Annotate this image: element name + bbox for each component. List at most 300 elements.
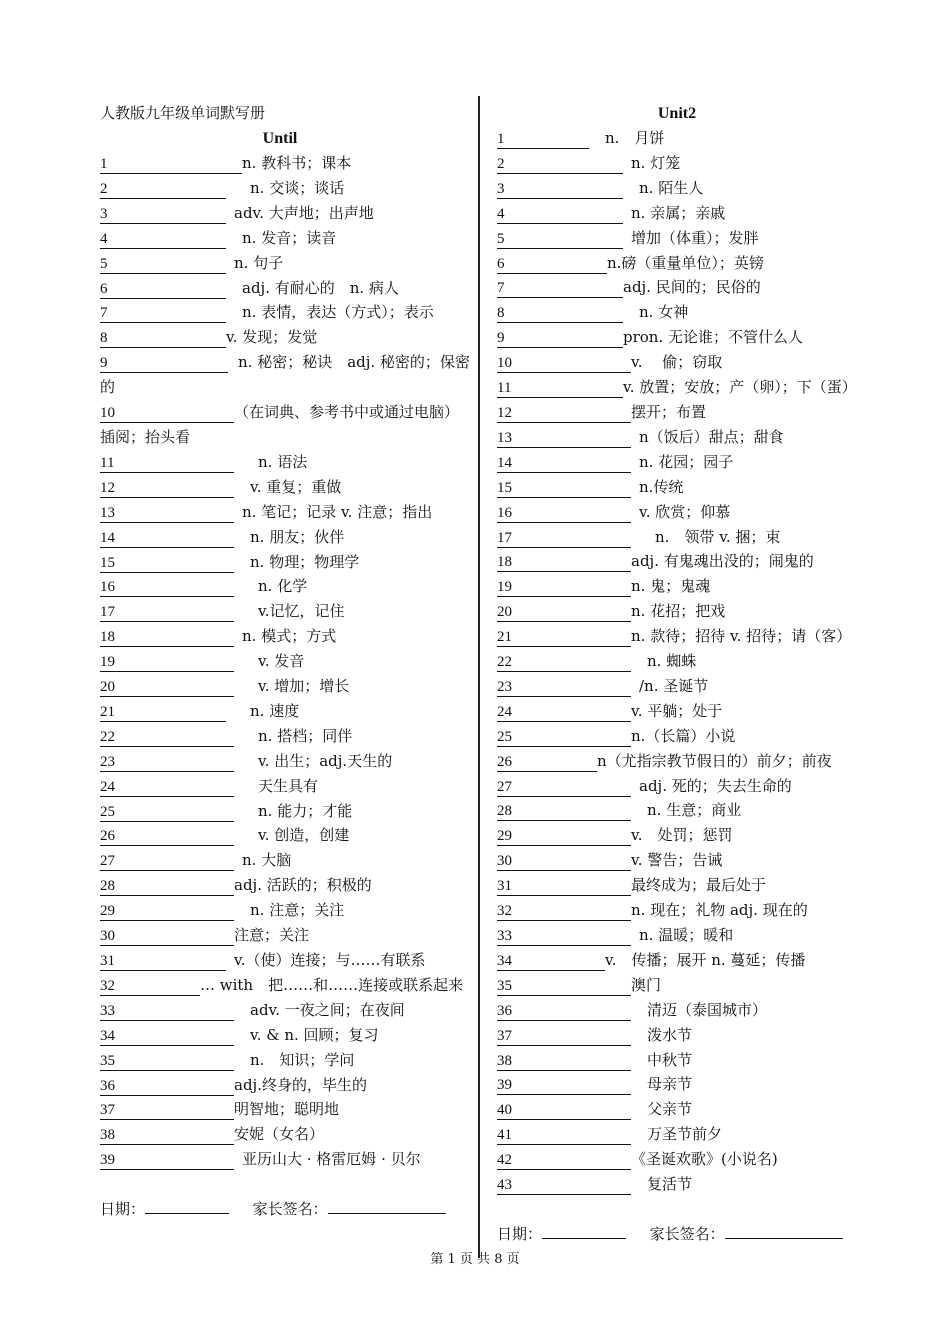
entry-meaning: （在词典、参考书中或通过电脑）插阅；抬头看 bbox=[100, 403, 460, 446]
entry-number: 26 bbox=[497, 753, 512, 770]
answer-blank[interactable] bbox=[497, 1076, 631, 1095]
answer-blank[interactable] bbox=[497, 304, 623, 323]
entry-meaning: n. 蜘蛛 bbox=[647, 652, 697, 671]
entry-number: 25 bbox=[100, 803, 115, 820]
answer-blank[interactable] bbox=[497, 230, 623, 249]
answer-blank[interactable] bbox=[100, 628, 234, 647]
entry-meaning: v. 偷；窃取 bbox=[631, 353, 723, 372]
vocab-entry bbox=[100, 350, 470, 400]
entry-number: 3 bbox=[100, 205, 108, 222]
page-number: 第 1 页 共 8 页 bbox=[430, 1252, 520, 1267]
answer-blank[interactable] bbox=[497, 205, 623, 224]
answer-blank[interactable] bbox=[100, 155, 242, 174]
entry-number: 6 bbox=[100, 280, 108, 297]
vocab-entry bbox=[497, 325, 877, 350]
answer-blank[interactable] bbox=[497, 180, 623, 199]
answer-blank[interactable] bbox=[497, 404, 631, 423]
answer-blank[interactable] bbox=[100, 578, 234, 597]
entry-number: 3 bbox=[497, 180, 505, 197]
answer-blank[interactable] bbox=[497, 827, 631, 846]
answer-blank[interactable] bbox=[100, 404, 234, 423]
date-label: 日期： bbox=[497, 1225, 543, 1243]
answer-blank[interactable] bbox=[497, 902, 631, 921]
entry-number: 9 bbox=[100, 355, 108, 372]
vocab-entry bbox=[100, 325, 470, 350]
entry-meaning: n.磅（重量单位）；英镑 bbox=[607, 253, 764, 272]
entry-number: 29 bbox=[100, 903, 115, 920]
entry-meaning: 天生具有 bbox=[258, 776, 319, 795]
entry-meaning: v.（使）连接；与……有联系 bbox=[234, 951, 426, 969]
entry-meaning: n（饭后）甜点；甜食 bbox=[639, 427, 784, 446]
entry-meaning: 《圣诞欢歌》(小说名) bbox=[631, 1150, 778, 1169]
entry-number: 14 bbox=[100, 529, 115, 546]
entry-number: 2 bbox=[100, 180, 108, 197]
vocab-entry bbox=[100, 201, 470, 226]
answer-blank[interactable] bbox=[100, 255, 226, 274]
vocab-entry bbox=[497, 126, 877, 151]
vocab-entry bbox=[497, 400, 877, 425]
answer-blank[interactable] bbox=[497, 255, 607, 274]
entry-number: 7 bbox=[497, 280, 505, 297]
vocab-entry bbox=[497, 1147, 877, 1172]
entry-number: 4 bbox=[497, 205, 505, 222]
entry-meaning: n. 能力；才能 bbox=[258, 801, 353, 820]
answer-blank[interactable] bbox=[100, 753, 234, 772]
entry-number: 38 bbox=[497, 1052, 512, 1069]
answer-blank[interactable] bbox=[497, 130, 589, 149]
entry-number: 41 bbox=[497, 1127, 512, 1144]
entry-number: 10 bbox=[100, 405, 115, 422]
entry-number: 16 bbox=[497, 504, 512, 521]
entry-number: 19 bbox=[100, 654, 115, 671]
entry-number: 36 bbox=[497, 1002, 512, 1019]
vocab-entry bbox=[497, 898, 877, 923]
answer-blank[interactable] bbox=[100, 1151, 234, 1170]
entry-number: 1 bbox=[100, 156, 108, 172]
entry-meaning: 清迈（泰国城市） bbox=[647, 1000, 768, 1019]
answer-blank[interactable] bbox=[497, 279, 623, 298]
entry-number: 28 bbox=[497, 803, 512, 820]
page-title: 人教版九年级单词默写册 bbox=[100, 104, 266, 122]
entry-meaning: n. 教科书；课本 bbox=[242, 154, 352, 172]
vocab-entry bbox=[100, 774, 470, 799]
entry-number: 27 bbox=[100, 853, 115, 870]
vocab-entry bbox=[497, 574, 877, 599]
vocab-entry bbox=[100, 1147, 470, 1172]
vocab-entry bbox=[100, 251, 470, 276]
answer-blank[interactable] bbox=[100, 304, 226, 323]
entry-meaning: n. 化学 bbox=[258, 577, 308, 596]
entry-number: 31 bbox=[497, 878, 512, 895]
entry-number: 8 bbox=[497, 305, 505, 322]
vocab-entry bbox=[100, 724, 470, 749]
entry-meaning: v. 欣赏；仰慕 bbox=[639, 502, 731, 521]
entry-number: 40 bbox=[497, 1102, 512, 1119]
answer-blank[interactable] bbox=[497, 1052, 631, 1071]
entry-number: 15 bbox=[497, 479, 512, 496]
vocab-entry bbox=[100, 550, 470, 575]
vocab-entry bbox=[497, 973, 877, 998]
entry-number: 34 bbox=[100, 1027, 115, 1044]
entry-number: 12 bbox=[100, 479, 115, 496]
vocab-entry bbox=[497, 998, 877, 1023]
vocab-entry bbox=[497, 350, 877, 375]
vocab-entry bbox=[497, 201, 877, 226]
entry-meaning: 母亲节 bbox=[647, 1075, 693, 1094]
entry-meaning: n. 知识；学问 bbox=[250, 1050, 355, 1069]
entry-meaning: adj. 民间的；民俗的 bbox=[623, 278, 761, 297]
answer-blank[interactable] bbox=[100, 803, 234, 822]
entry-number: 10 bbox=[497, 355, 512, 372]
answer-blank[interactable] bbox=[497, 1176, 631, 1195]
entry-number: 22 bbox=[497, 654, 512, 671]
vocab-entry bbox=[497, 275, 877, 300]
entry-meaning: 中秋节 bbox=[647, 1050, 693, 1069]
entry-meaning: … with 把……和……连接或联系起来 bbox=[200, 975, 464, 994]
answer-blank[interactable] bbox=[497, 1027, 631, 1046]
right-entry-list bbox=[497, 126, 877, 1197]
vocab-entry bbox=[100, 848, 470, 873]
vocab-entry bbox=[497, 749, 877, 774]
answer-blank[interactable] bbox=[100, 329, 226, 348]
answer-blank[interactable] bbox=[497, 454, 631, 473]
vocab-entry bbox=[497, 525, 877, 550]
vocab-entry bbox=[497, 923, 877, 948]
entry-meaning: n. 灯笼 bbox=[631, 153, 681, 172]
vocab-entry bbox=[100, 898, 470, 923]
vocab-entry bbox=[497, 1172, 877, 1197]
answer-blank[interactable] bbox=[100, 1077, 234, 1096]
answer-blank[interactable] bbox=[497, 1002, 631, 1021]
answer-blank[interactable] bbox=[100, 977, 200, 996]
answer-blank[interactable] bbox=[497, 802, 631, 821]
entry-meaning: pron. 无论谁；不管什么人 bbox=[623, 328, 804, 347]
entry-number: 37 bbox=[497, 1027, 512, 1044]
entry-meaning: v. 平躺；处于 bbox=[631, 701, 723, 720]
entry-meaning: 万圣节前夕 bbox=[647, 1125, 723, 1144]
vocab-entry bbox=[497, 848, 877, 873]
answer-blank[interactable] bbox=[497, 728, 631, 747]
vocab-entry bbox=[497, 475, 877, 500]
entry-number: 5 bbox=[100, 255, 108, 272]
right-signature-row bbox=[497, 1223, 843, 1244]
entry-meaning: v. 警告；告诫 bbox=[631, 851, 723, 870]
vocab-entry bbox=[497, 699, 877, 724]
answer-blank[interactable] bbox=[497, 329, 623, 348]
entry-meaning: n. 搭档；同伴 bbox=[258, 726, 353, 745]
entry-number: 6 bbox=[497, 255, 505, 272]
answer-blank[interactable] bbox=[100, 230, 226, 249]
entry-number: 28 bbox=[100, 878, 115, 895]
entry-meaning: n. 领带 v. 捆；束 bbox=[655, 527, 781, 546]
answer-blank[interactable] bbox=[100, 728, 234, 747]
entry-meaning: adj. 有耐心的 n. 病人 bbox=[242, 278, 399, 297]
left-entry-list bbox=[100, 151, 470, 1172]
answer-blank[interactable] bbox=[100, 852, 234, 871]
answer-blank[interactable] bbox=[100, 952, 226, 971]
vocab-entry bbox=[497, 798, 877, 823]
answer-blank[interactable] bbox=[100, 554, 234, 573]
answer-blank[interactable] bbox=[497, 504, 631, 523]
entry-number: 25 bbox=[497, 728, 512, 745]
vocab-entry bbox=[100, 176, 470, 201]
answer-blank[interactable] bbox=[497, 778, 631, 797]
entry-number: 38 bbox=[100, 1127, 115, 1144]
entry-meaning: v. 出生；adj.天生的 bbox=[258, 751, 393, 770]
answer-blank[interactable] bbox=[497, 553, 631, 572]
entry-meaning: n. 鬼；鬼魂 bbox=[631, 577, 711, 596]
answer-blank[interactable] bbox=[100, 827, 234, 846]
entry-number: 17 bbox=[100, 604, 115, 621]
entry-meaning: n. 笔记；记录 v. 注意；指出 bbox=[242, 502, 433, 521]
date-field[interactable] bbox=[145, 1199, 229, 1214]
entry-number: 13 bbox=[100, 504, 115, 521]
vocab-entry bbox=[497, 873, 877, 898]
answer-blank[interactable] bbox=[100, 778, 234, 797]
vocab-entry bbox=[100, 1048, 470, 1073]
vocab-entry bbox=[497, 823, 877, 848]
answer-blank[interactable] bbox=[497, 927, 631, 946]
entry-number: 14 bbox=[497, 454, 512, 471]
answer-blank[interactable] bbox=[497, 429, 631, 448]
vocab-entry bbox=[100, 276, 470, 301]
column-divider bbox=[478, 96, 480, 1258]
entry-meaning: 泼水节 bbox=[647, 1025, 693, 1044]
answer-blank[interactable] bbox=[497, 628, 631, 647]
answer-blank[interactable] bbox=[100, 479, 234, 498]
entry-meaning: 最终成为；最后处于 bbox=[631, 876, 767, 895]
vocab-entry bbox=[497, 1072, 877, 1097]
entry-meaning: v. 发现；发觉 bbox=[226, 328, 318, 347]
answer-blank[interactable] bbox=[100, 205, 226, 224]
vocab-entry bbox=[100, 1122, 470, 1147]
entry-meaning: n. 句子 bbox=[234, 253, 284, 272]
entry-meaning: 复活节 bbox=[647, 1175, 693, 1194]
entry-number: 24 bbox=[100, 778, 115, 795]
entry-meaning: 亚历山大 · 格雷厄姆 · 贝尔 bbox=[242, 1150, 421, 1169]
answer-blank[interactable] bbox=[100, 603, 234, 622]
entry-number: 33 bbox=[100, 1002, 115, 1019]
entry-number: 11 bbox=[497, 380, 512, 397]
answer-blank[interactable] bbox=[100, 1052, 234, 1071]
entry-meaning: /n. 圣诞节 bbox=[639, 676, 709, 695]
answer-blank[interactable] bbox=[497, 678, 631, 697]
vocab-entry bbox=[100, 973, 470, 998]
answer-blank[interactable] bbox=[100, 354, 228, 373]
entry-meaning: adj. 有鬼魂出没的；闹鬼的 bbox=[631, 552, 814, 571]
answer-blank[interactable] bbox=[100, 280, 226, 299]
entry-meaning: n. 交谈；谈话 bbox=[250, 178, 345, 197]
entry-meaning: n. 注意；关注 bbox=[250, 901, 345, 920]
entry-number: 31 bbox=[100, 953, 115, 969]
entry-number: 26 bbox=[100, 828, 115, 845]
entry-number: 21 bbox=[100, 703, 115, 720]
answer-blank[interactable] bbox=[497, 653, 631, 672]
vocab-entry bbox=[497, 226, 877, 251]
answer-blank[interactable] bbox=[497, 1101, 631, 1120]
left-signature-row bbox=[100, 1198, 446, 1219]
answer-blank[interactable] bbox=[497, 479, 631, 498]
entry-meaning: n. 朋友；伙伴 bbox=[250, 527, 345, 546]
vocab-entry bbox=[100, 151, 470, 176]
entry-number: 16 bbox=[100, 579, 115, 596]
vocab-entry bbox=[100, 823, 470, 848]
entry-meaning: n. 温暖；暖和 bbox=[639, 926, 734, 944]
vocab-entry bbox=[100, 1097, 470, 1122]
answer-blank[interactable] bbox=[497, 155, 623, 174]
parent-sign-field[interactable] bbox=[725, 1224, 843, 1239]
entry-meaning: v. 增加；增长 bbox=[258, 677, 350, 696]
entry-meaning: n. 陌生人 bbox=[639, 178, 704, 197]
entry-meaning: n. 月饼 bbox=[605, 129, 665, 147]
entry-meaning: 增加（体重）；发胖 bbox=[631, 228, 759, 247]
entry-number: 22 bbox=[100, 728, 115, 745]
vocab-entry bbox=[100, 226, 470, 251]
parent-sign-label: 家长签名： bbox=[649, 1225, 725, 1243]
answer-blank[interactable] bbox=[100, 678, 234, 697]
parent-sign-field[interactable] bbox=[328, 1199, 446, 1214]
entry-meaning: adj. 死的；失去生命的 bbox=[639, 776, 792, 795]
vocab-entry bbox=[497, 450, 877, 475]
vocab-entry bbox=[497, 176, 877, 201]
entry-number: 7 bbox=[100, 305, 108, 322]
entry-meaning: adj. 活跃的；积极的 bbox=[234, 876, 372, 895]
vocab-entry bbox=[497, 549, 877, 574]
entry-meaning: n. 花园；园子 bbox=[639, 452, 734, 471]
entry-meaning: n. 款待；招待 v. 招待；请（客） bbox=[631, 627, 852, 646]
vocab-entry bbox=[497, 425, 877, 450]
answer-blank[interactable] bbox=[497, 578, 631, 597]
answer-blank[interactable] bbox=[497, 852, 631, 871]
vocab-entry bbox=[100, 873, 470, 898]
entry-meaning: n.传统 bbox=[639, 477, 684, 496]
entry-meaning: v. & n. 回顾；复习 bbox=[250, 1025, 379, 1044]
entry-meaning: 明智地；聪明地 bbox=[234, 1100, 340, 1119]
entry-meaning: n. 花招；把戏 bbox=[631, 602, 726, 621]
answer-blank[interactable] bbox=[100, 529, 234, 548]
answer-blank[interactable] bbox=[497, 603, 631, 622]
entry-meaning: n. 亲属；亲戚 bbox=[631, 203, 726, 222]
entry-number: 27 bbox=[497, 778, 512, 795]
answer-blank[interactable] bbox=[497, 379, 623, 398]
entry-number: 24 bbox=[497, 703, 512, 720]
date-field[interactable] bbox=[542, 1224, 626, 1239]
vocab-entry bbox=[100, 300, 470, 325]
entry-number: 43 bbox=[497, 1177, 512, 1194]
entry-meaning: n. 现在；礼物 adj. 现在的 bbox=[631, 901, 808, 920]
answer-blank[interactable] bbox=[100, 180, 226, 199]
entry-number: 37 bbox=[100, 1102, 115, 1119]
entry-number: 32 bbox=[497, 903, 512, 920]
entry-meaning: n. 表情，表达（方式）；表示 bbox=[242, 303, 434, 322]
vocab-entry bbox=[100, 674, 470, 699]
vocab-entry bbox=[100, 624, 470, 649]
answer-blank[interactable] bbox=[497, 1126, 631, 1145]
entry-meaning: 父亲节 bbox=[647, 1100, 693, 1119]
answer-blank[interactable] bbox=[497, 977, 631, 996]
answer-blank[interactable] bbox=[497, 703, 631, 722]
parent-sign-label: 家长签名： bbox=[252, 1200, 328, 1218]
entry-meaning: v. 传播；展开 n. 蔓延；传播 bbox=[605, 950, 806, 969]
entry-meaning: v. 放置；安放；产（卵）；下（蛋） bbox=[623, 378, 857, 397]
entry-meaning: v. 处罚；惩罚 bbox=[631, 826, 733, 845]
entry-number: 23 bbox=[100, 753, 115, 770]
answer-blank[interactable] bbox=[497, 753, 597, 772]
vocab-entry bbox=[497, 624, 877, 649]
answer-blank[interactable] bbox=[100, 504, 234, 523]
entry-meaning: n.（长篇）小说 bbox=[631, 726, 736, 745]
entry-number: 35 bbox=[497, 977, 512, 994]
entry-number: 20 bbox=[497, 604, 512, 621]
vocab-entry bbox=[497, 251, 877, 276]
entry-meaning: n. 发音；读音 bbox=[242, 228, 337, 247]
answer-blank[interactable] bbox=[100, 877, 234, 896]
entry-meaning: n. 速度 bbox=[250, 701, 300, 720]
answer-blank[interactable] bbox=[497, 529, 631, 548]
entry-meaning: 安妮（女名） bbox=[234, 1125, 325, 1144]
entry-number: 4 bbox=[100, 230, 108, 247]
answer-blank[interactable] bbox=[100, 653, 234, 672]
entry-meaning: n. 模式；方式 bbox=[242, 627, 337, 646]
entry-number: 32 bbox=[100, 977, 115, 994]
entry-number: 23 bbox=[497, 678, 512, 695]
entry-number: 20 bbox=[100, 679, 115, 696]
vocab-entry bbox=[497, 649, 877, 674]
answer-blank[interactable] bbox=[100, 1101, 234, 1120]
answer-blank[interactable] bbox=[497, 877, 631, 896]
vocab-entry bbox=[100, 475, 470, 500]
answer-blank[interactable] bbox=[100, 454, 234, 473]
answer-blank[interactable] bbox=[100, 1027, 234, 1046]
answer-blank[interactable] bbox=[497, 1151, 631, 1170]
entry-meaning: v. 创造，创建 bbox=[258, 826, 350, 845]
vocab-entry bbox=[497, 1097, 877, 1122]
entry-meaning: 注意；关注 bbox=[234, 926, 310, 945]
entry-meaning: n. 物理；物理学 bbox=[250, 552, 360, 571]
answer-blank[interactable] bbox=[497, 354, 631, 373]
entry-meaning: n. 生意；商业 bbox=[647, 801, 742, 820]
answer-blank[interactable] bbox=[100, 1002, 234, 1021]
entry-meaning: v. 发音 bbox=[258, 652, 305, 671]
left-column bbox=[100, 126, 470, 1172]
vocab-entry bbox=[100, 500, 470, 525]
entry-meaning: 澳门 bbox=[631, 975, 662, 994]
entry-number: 18 bbox=[100, 629, 115, 646]
entry-number: 2 bbox=[497, 155, 505, 172]
vocab-entry bbox=[100, 574, 470, 599]
answer-blank[interactable] bbox=[100, 927, 234, 946]
answer-blank[interactable] bbox=[100, 902, 234, 921]
vocab-entry bbox=[497, 375, 877, 400]
entry-number: 30 bbox=[100, 928, 115, 945]
vocab-entry bbox=[100, 699, 470, 724]
vocab-entry bbox=[497, 599, 877, 624]
answer-blank[interactable] bbox=[100, 703, 226, 722]
entry-meaning: n（尤指宗教节假日的）前夕；前夜 bbox=[597, 751, 832, 770]
vocab-entry bbox=[100, 599, 470, 624]
entry-number: 17 bbox=[497, 529, 512, 546]
entry-number: 9 bbox=[497, 330, 505, 347]
entry-number: 15 bbox=[100, 554, 115, 571]
answer-blank[interactable] bbox=[100, 1126, 234, 1145]
vocab-entry bbox=[497, 1122, 877, 1147]
unit-heading-left: Until bbox=[262, 130, 298, 147]
vocab-entry bbox=[100, 948, 470, 973]
answer-blank[interactable] bbox=[497, 952, 605, 971]
entry-number: 39 bbox=[497, 1077, 512, 1094]
vocab-entry bbox=[100, 1073, 470, 1098]
entry-meaning: adv. 大声地；出声地 bbox=[234, 203, 374, 222]
